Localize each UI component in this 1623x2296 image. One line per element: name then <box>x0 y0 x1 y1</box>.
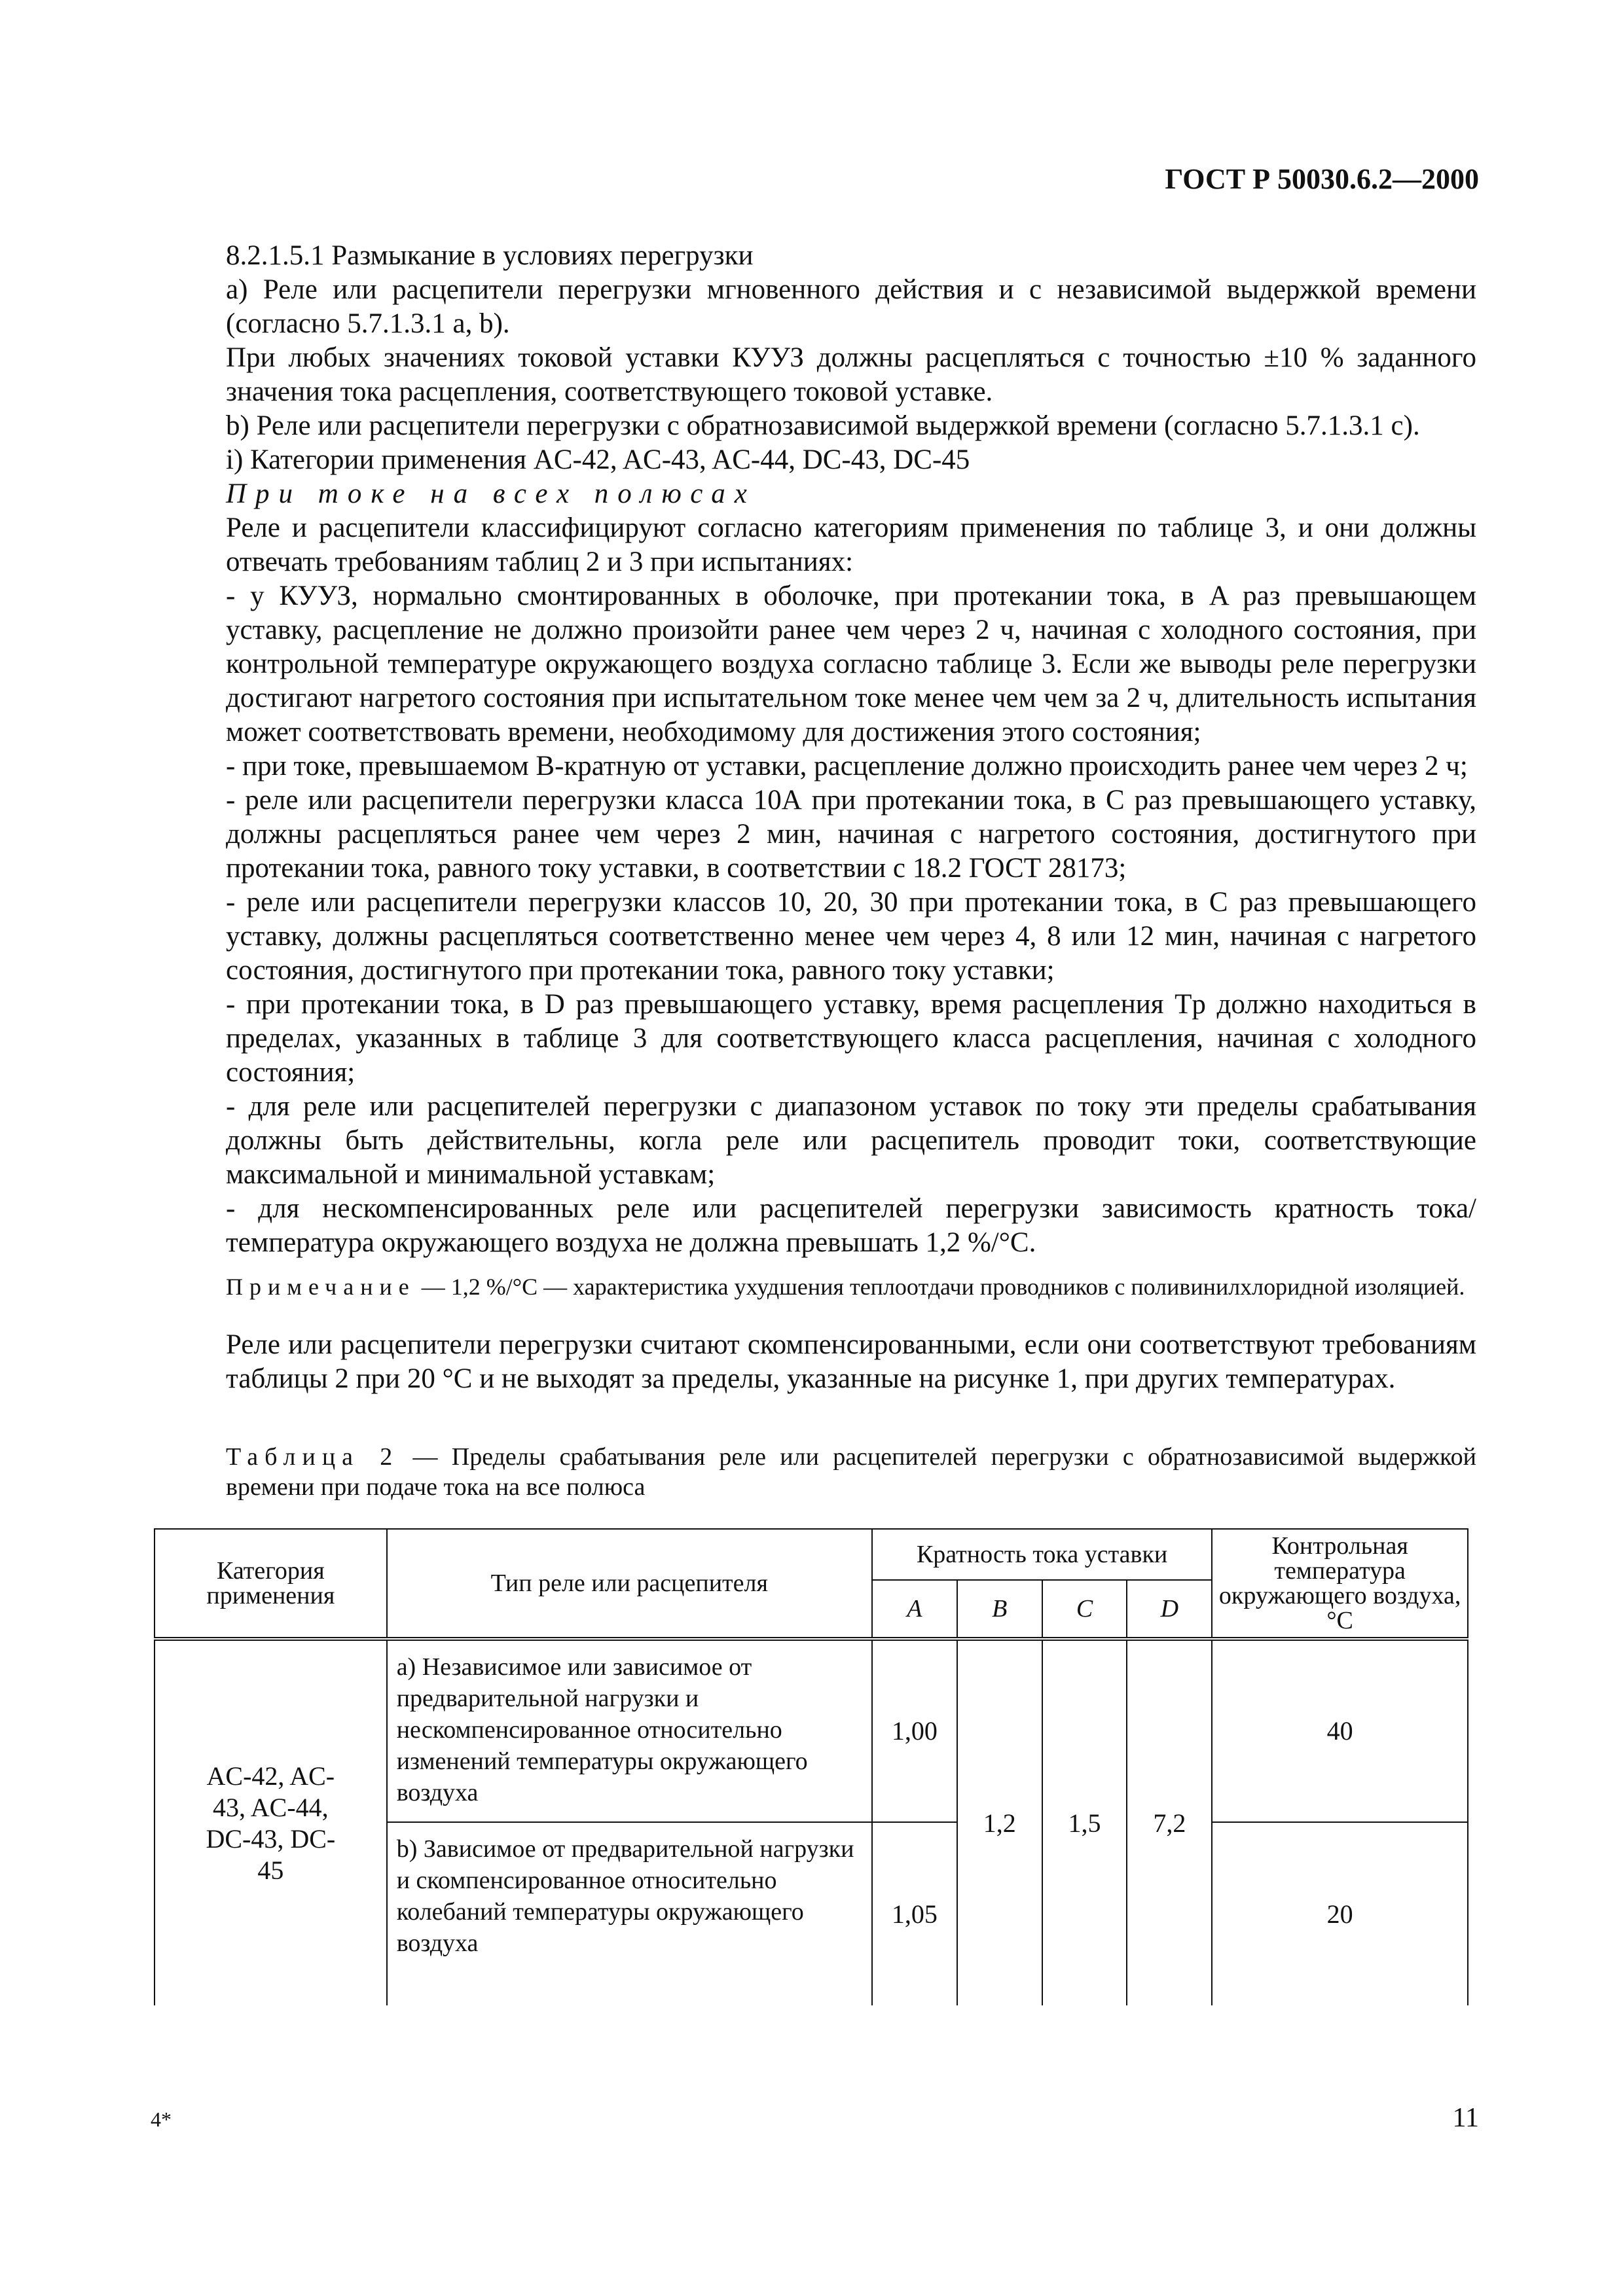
paragraph: Реле и расцепители классифицируют согласно категориям применения по таблице 3, и они должны отвечать требованиям таблиц 2 и 3 при испытаниях: <box>226 512 1476 577</box>
cell-B: 1,2 <box>957 1639 1042 2005</box>
document-id: ГОСТ Р 50030.6.2—2000 <box>1165 163 1479 195</box>
page-number: 11 <box>1452 2103 1479 2133</box>
header-type: Тип реле или расцепителя <box>387 1529 872 1639</box>
header-A: A <box>872 1580 957 1639</box>
table-header-row <box>155 1529 1468 1580</box>
header-B: B <box>957 1580 1042 1639</box>
paragraph: - реле или расцепители перегрузки класса 10А при протекании тока, в С раз превышающего уставку, должны расцепляться ранее чем через 2 мин, начиная с нагретого состояния, достигнутого при протекании тока, равного току уставки, в соответствии с 18.2 ГОСТ 28173; <box>226 785 1476 884</box>
paragraph: - при протекании тока, в D раз превышающего уставку, время расцепления Tр должно находиться в пределах, указанных в таблице 3 для соответствующего класса расцепления, начиная с холодного состояния; <box>226 989 1476 1088</box>
cell-temp: 40 <box>1212 1639 1468 1822</box>
header-C: C <box>1042 1580 1127 1639</box>
cell-C: 1,5 <box>1042 1639 1127 2005</box>
cell-type: b) Зависимое от предварительной нагрузки и скомпенсированное относительно колебаний температуры окружающего воздуха <box>387 1822 872 2005</box>
cell-A: 1,05 <box>872 1822 957 2005</box>
footer-mark: 4* <box>151 2108 172 2131</box>
paragraph: 8.2.1.5.1 Размыкание в условиях перегрузки <box>226 240 754 271</box>
paragraph: - для нескомпенсированных реле или расцепителей перегрузки зависимость кратность тока/температура окружающего воздуха не должна превышать 1,2 %/°С. <box>226 1193 1476 1258</box>
subheading: При токе на всех полюсах <box>226 478 756 509</box>
paragraph: a) Реле или расцепители перегрузки мгновенного действия и с независимой выдержкой времени (согласно 5.7.1.3.1 a, b). <box>226 274 1476 339</box>
table-row <box>155 1639 1468 1822</box>
note <box>226 1272 1476 1302</box>
header-temp: Контрольная температура окружающего воздуха, °С <box>1212 1529 1468 1639</box>
paragraph: Реле или расцепители перегрузки считают скомпенсированными, если они соответствуют требованиям таблицы 2 при 20 °С и не выходят за пределы, указанные на рисунке 1, при других температурах. <box>226 1329 1476 1394</box>
table-wrapper <box>154 1528 1468 2005</box>
table-caption-text: — Пределы срабатывания реле или расцепителей перегрузки с обратнозависимой выдержкой времени при подаче тока на все полюса <box>226 1443 1476 1501</box>
cell-D: 7,2 <box>1127 1639 1212 2005</box>
limits-table <box>154 1528 1468 2005</box>
note-text: — 1,2 %/°С — характеристика ухудшения теплоотдачи проводников с поливинилхлоридной изоляцией. <box>415 1274 1465 1300</box>
table-caption-label: Таблица 2 <box>226 1443 399 1471</box>
table-caption <box>226 1442 1476 1502</box>
paragraph: - для реле или расцепителей перегрузки с диапазоном уставок по току эти пределы срабатывания должны быть действительны, когла реле или расцепитель проводит токи, соответствующие максимальной и минимальной уставкам; <box>226 1091 1476 1190</box>
header-D: D <box>1127 1580 1212 1639</box>
paragraph: i) Категории применения AC-42, AC-43, AC-44, DC-43, DC-45 <box>226 444 970 475</box>
paragraph: - при токе, превышаемом B-кратную от уставки, расцепление должно происходить ранее чем через 2 ч; <box>226 751 1468 781</box>
document-body <box>206 239 1476 2005</box>
cell-categories: AC-42, AC-43, AC-44, DC-43, DC-45 <box>155 1639 387 2005</box>
note-label: Примечание <box>226 1274 416 1300</box>
header-category: Категория применения <box>155 1529 387 1639</box>
paragraph: При любых значениях токовой уставки КУУЗ должны расцепляться с точностью ±10 % заданного значения тока расцепления, соответствующего токовой уставке. <box>226 342 1476 407</box>
header-multiplicity: Кратность тока уставки <box>872 1529 1212 1580</box>
paragraph: - реле или расцепители перегрузки классов 10, 20, 30 при протекании тока, в С раз превышающего уставку, должны расцепляться соответственно менее чем через 4, 8 или 12 мин, начиная с нагретого состояния, достигнутого при протекании тока, равного току уставки; <box>226 887 1476 986</box>
paragraph: - у КУУЗ, нормально смонтированных в оболочке, при протекании тока, в A раз превышающем уставку, расцепление не должно произойти ранее чем через 2 ч, начиная с холодного состояния, при контрольной температуре окружающего воздуха согласно таблице 3. Если же выводы реле перегрузки достигают нагретого состояния при испытательном токе менее чем чем за 2 ч, длительность испытания может соответствовать времени, необходимому для достижения этого состояния; <box>226 581 1476 747</box>
paragraph: b) Реле или расцепители перегрузки с обратнозависимой выдержкой времени (согласно 5.7.1.3.1 с). <box>226 410 1420 441</box>
cell-A: 1,00 <box>872 1639 957 1822</box>
cell-temp: 20 <box>1212 1822 1468 2005</box>
cell-type: a) Независимое или зависимое от предварительной нагрузки и нескомпенсированное относительно изменений температуры окружающего воздуха <box>387 1639 872 1822</box>
